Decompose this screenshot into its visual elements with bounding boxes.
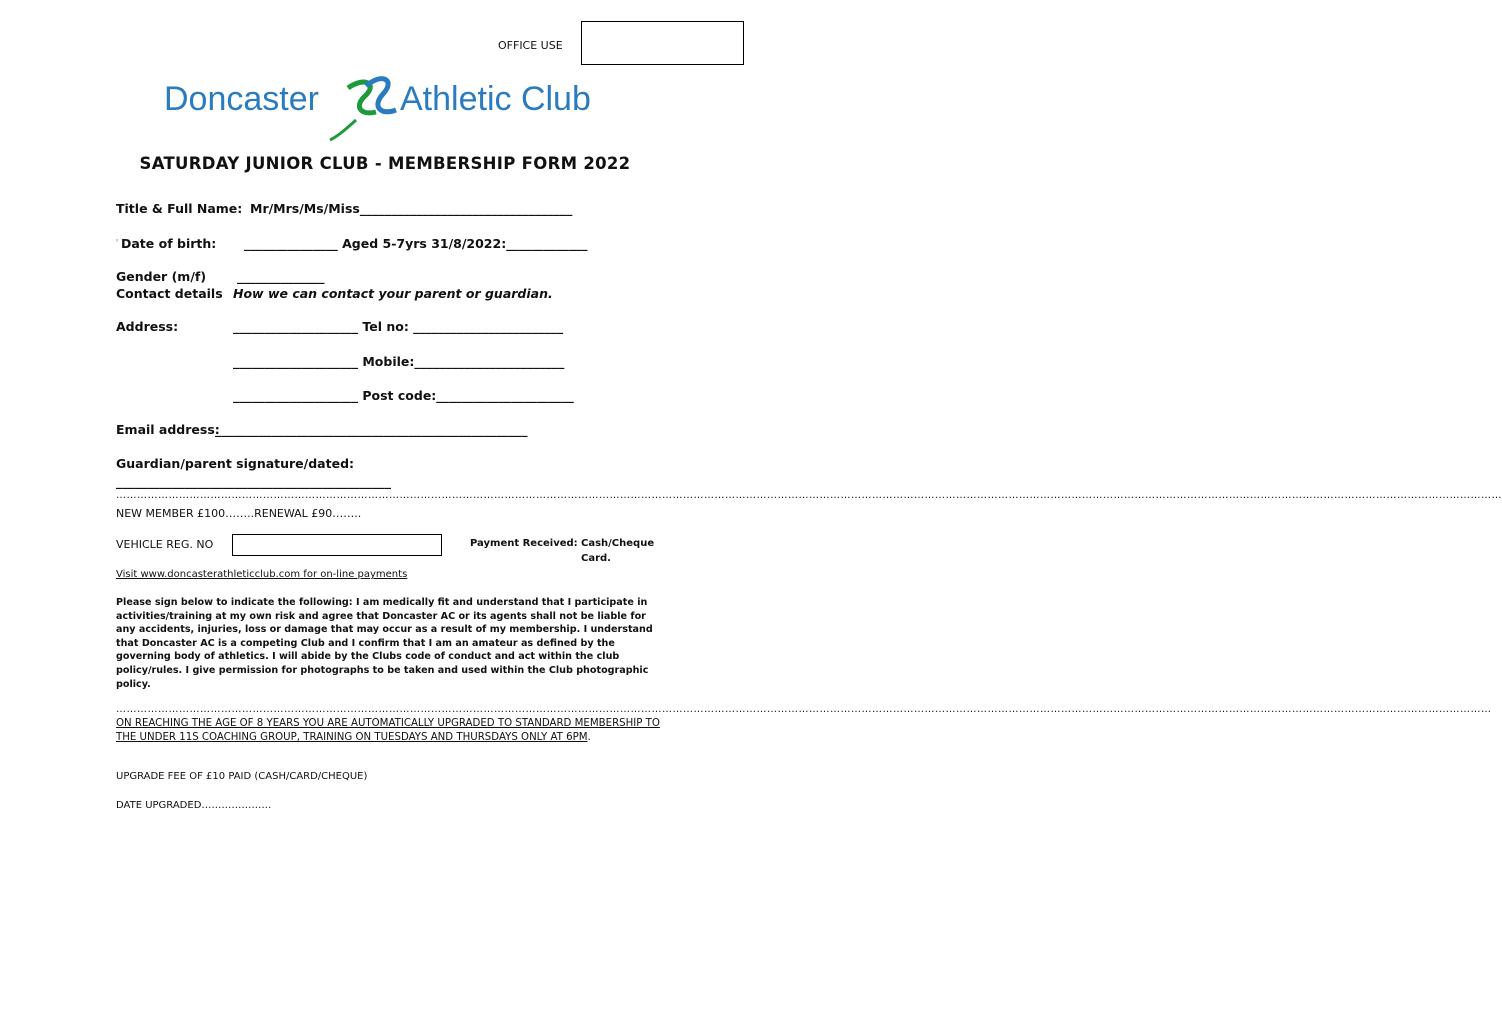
address-label: Address: (116, 319, 179, 334)
bullet-icon: ◦ (115, 237, 120, 245)
address-tel-line[interactable]: ____________________ Tel no: ________________________ (233, 319, 564, 334)
form-title: SATURDAY JUNIOR CLUB - MEMBERSHIP FORM 2022 (139, 154, 631, 173)
swoosh-icon (330, 79, 396, 140)
address-mobile-line[interactable]: ____________________ Mobile:________________________ (233, 354, 565, 369)
gender-field[interactable]: ______________ (237, 269, 325, 284)
dob-label: Date of birth: (121, 236, 217, 251)
upgrade-notice (116, 717, 661, 745)
full-name-label: Title & Full Name: (116, 201, 243, 216)
membership-fees: NEW MEMBER £100……..RENEWAL £90…….. (116, 507, 362, 520)
signature-dotted-line[interactable]: …………………………………………………………………………………………………………………………………………………………………………………………………………………………………………………………………………………………………………………………………………………………… (116, 704, 1492, 715)
logo-right-text: Athletic Club (400, 80, 591, 118)
email-field[interactable]: __________________________________________________ (215, 422, 528, 437)
logo-left-text: Doncaster (164, 80, 319, 118)
gender-label: Gender (m/f) (116, 269, 207, 284)
date-upgraded[interactable]: DATE UPGRADED………………… (116, 800, 272, 811)
divider-dotted: ……………………………………………………………………………………………………………………………………………………………………………………………………………………………………………………………………………………………………………………………………………………………… (116, 490, 1502, 501)
website-link[interactable]: Visit www.doncasterathleticclub.com for on-line payments (116, 569, 408, 580)
upgrade-fee: UPGRADE FEE OF £10 PAID (CASH/CARD/CHEQUE) (116, 771, 368, 782)
payment-label: Payment Received: (470, 538, 578, 549)
upgrade-notice-text: ON REACHING THE AGE OF 8 YEARS YOU ARE AUTOMATICALLY UPGRADED TO STANDARD MEMBERSHIP TO THE UNDER 11S COACHING GROUP, TRAINING ON TUESDAYS AND THURSDAYS ONLY AT 6PM (116, 718, 660, 743)
guardian-label: Guardian/parent signature/dated: (116, 456, 355, 471)
upgrade-notice-end: . (587, 732, 591, 743)
contact-hint: How we can contact your parent or guardian. (233, 286, 553, 301)
email-label: Email address: (116, 422, 220, 437)
full-name-field[interactable]: Mr/Mrs/Ms/Miss__________________________________ (250, 201, 573, 216)
address-postcode-line[interactable]: ____________________ Post code:______________________ (233, 388, 574, 403)
office-use-box[interactable] (581, 21, 744, 65)
payment-option-card: Card. (581, 553, 611, 564)
contact-label: Contact details (116, 286, 223, 301)
declaration-text: Please sign below to indicate the following: I am medically fit and understand that I participate in activities/training at my own risk and agree that Doncaster AC or its agents shall not be liable for any accidents, injuries, loss or damage that may occur as a result of my membership. I understand that Doncaster AC is a competing Club and I confirm that I am an amateur as defined by the governing body of athletics. I will abide by the Clubs code of conduct and act within the club policy/rules. I give permission for photographs to be taken and used within the Club photographic policy. (116, 597, 653, 690)
office-use-label: OFFICE USE (498, 39, 563, 52)
dob-field[interactable]: _______________ Aged 5-7yrs 31/8/2022:_____________ (244, 236, 588, 251)
vehicle-reg-input[interactable] (232, 534, 442, 556)
guardian-signature-line[interactable]: ____________________________________________ (116, 474, 391, 489)
payment-option-cash-cheque: Cash/Cheque (581, 538, 655, 549)
vehicle-reg-label: VEHICLE REG. NO (116, 538, 214, 551)
club-logo (160, 66, 630, 146)
